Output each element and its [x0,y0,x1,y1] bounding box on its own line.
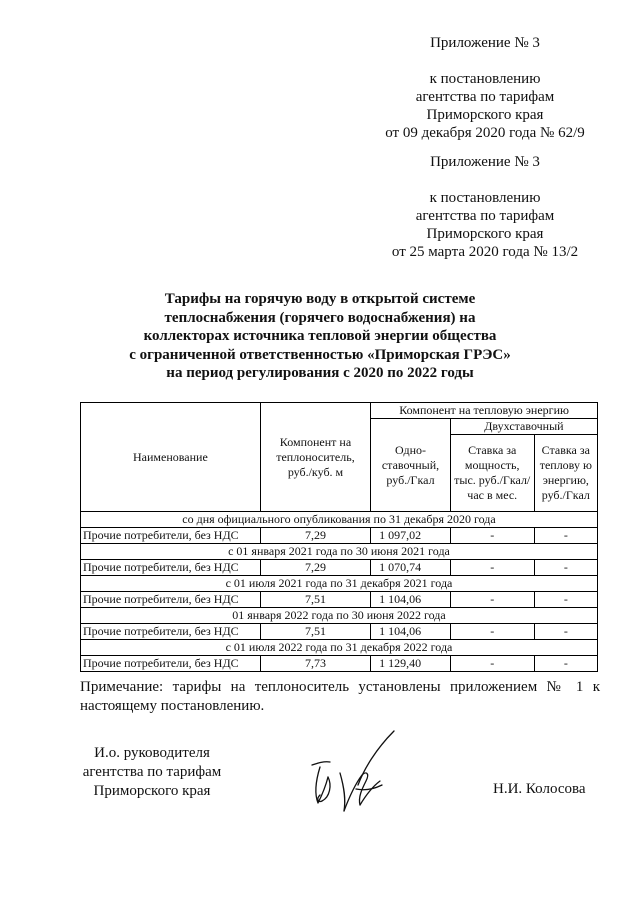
row-energy: - [534,560,597,576]
header-carrier: Компонент на теплоноситель, руб./куб. м [260,403,370,512]
title-line: теплоснабжения (горячего водоснабжения) на [164,309,476,326]
handwritten-signature [300,725,410,825]
row-capacity: - [450,624,534,640]
signer-name: Н.И. Колосова [493,781,586,797]
row-capacity: - [450,560,534,576]
row-carrier: 7,29 [260,560,370,576]
row-energy: - [534,528,597,544]
row-energy: - [534,656,597,672]
appendix-line: Приморского края [426,107,544,123]
appendix-line: агентства по тарифам [415,208,555,224]
row-name: Прочие потребители, без НДС [81,592,261,608]
appendix-date: от 09 декабря 2020 года № 62/9 [385,125,585,141]
appendix-label: Приложение № 3 [430,154,540,170]
row-one-rate: 1 097,02 [371,528,451,544]
table-row [81,528,598,544]
header-energy-rate: Ставка за теплову ю энергию, руб./Гкал [534,435,597,512]
period-label: со дня официального опубликования по 31 декабря 2020 года [81,512,598,528]
header-capacity-rate: Ставка за мощность, тыс. руб./Гкал/час в мес. [450,435,534,512]
table-row [81,624,598,640]
row-carrier: 7,73 [260,656,370,672]
row-name: Прочие потребители, без НДС [81,560,261,576]
document-title [70,290,570,383]
period-label: с 01 июля 2022 года по 31 декабря 2022 года [81,640,598,656]
appendix-label: Приложение № 3 [430,35,540,51]
period-label: с 01 июля 2021 года по 31 декабря 2021 года [81,576,598,592]
period-label: с 01 января 2021 года по 30 июня 2021 года [81,544,598,560]
row-capacity: - [450,592,534,608]
appendix-line: Приморского края [426,226,544,242]
table-row [81,656,598,672]
note-text: Примечание: тарифы на теплоноситель установлены приложением № 1 к настоящему постановлению. [80,679,600,714]
title-line: на период регулирования с 2020 по 2022 годы [166,365,474,381]
signer-line: Приморского края [93,783,211,799]
appendix-line: к постановлению [429,71,541,87]
row-name: Прочие потребители, без НДС [81,624,261,640]
row-energy: - [534,624,597,640]
header-one-rate: Одно-ставочный, руб./Гкал [371,419,451,512]
header-two-rate: Двухставочный [450,419,597,435]
row-one-rate: 1 104,06 [371,624,451,640]
row-carrier: 7,51 [260,624,370,640]
row-name: Прочие потребители, без НДС [81,656,261,672]
appendix-date: от 25 марта 2020 года № 13/2 [391,244,579,260]
row-capacity: - [450,656,534,672]
row-name: Прочие потребители, без НДС [81,528,261,544]
row-one-rate: 1 104,06 [371,592,451,608]
tariff-table [80,402,598,672]
row-one-rate: 1 129,40 [371,656,451,672]
appendix-header-original [370,153,600,261]
row-carrier: 7,29 [260,528,370,544]
header-name: Наименование [81,403,261,512]
signer-line: И.о. руководителя [94,745,210,761]
row-capacity: - [450,528,534,544]
appendix-line: к постановлению [429,190,541,206]
table-row [81,560,598,576]
appendix-line: агентства по тарифам [415,89,555,105]
row-energy: - [534,592,597,608]
title-line: коллекторах источника тепловой энергии общества [143,328,497,344]
header-energy-group: Компонент на тепловую энергию [371,403,598,419]
title-line: Тарифы на горячую воду в открытой системе [164,291,476,307]
signer-line: агентства по тарифам [82,764,222,780]
appendix-header-current [370,34,600,142]
title-line: с ограниченной ответственностью «Приморская ГРЭС» [129,346,511,363]
signer-title [72,744,232,801]
period-label: 01 января 2022 года по 30 июня 2022 года [81,608,598,624]
row-carrier: 7,51 [260,592,370,608]
table-row [81,592,598,608]
row-one-rate: 1 070,74 [371,560,451,576]
